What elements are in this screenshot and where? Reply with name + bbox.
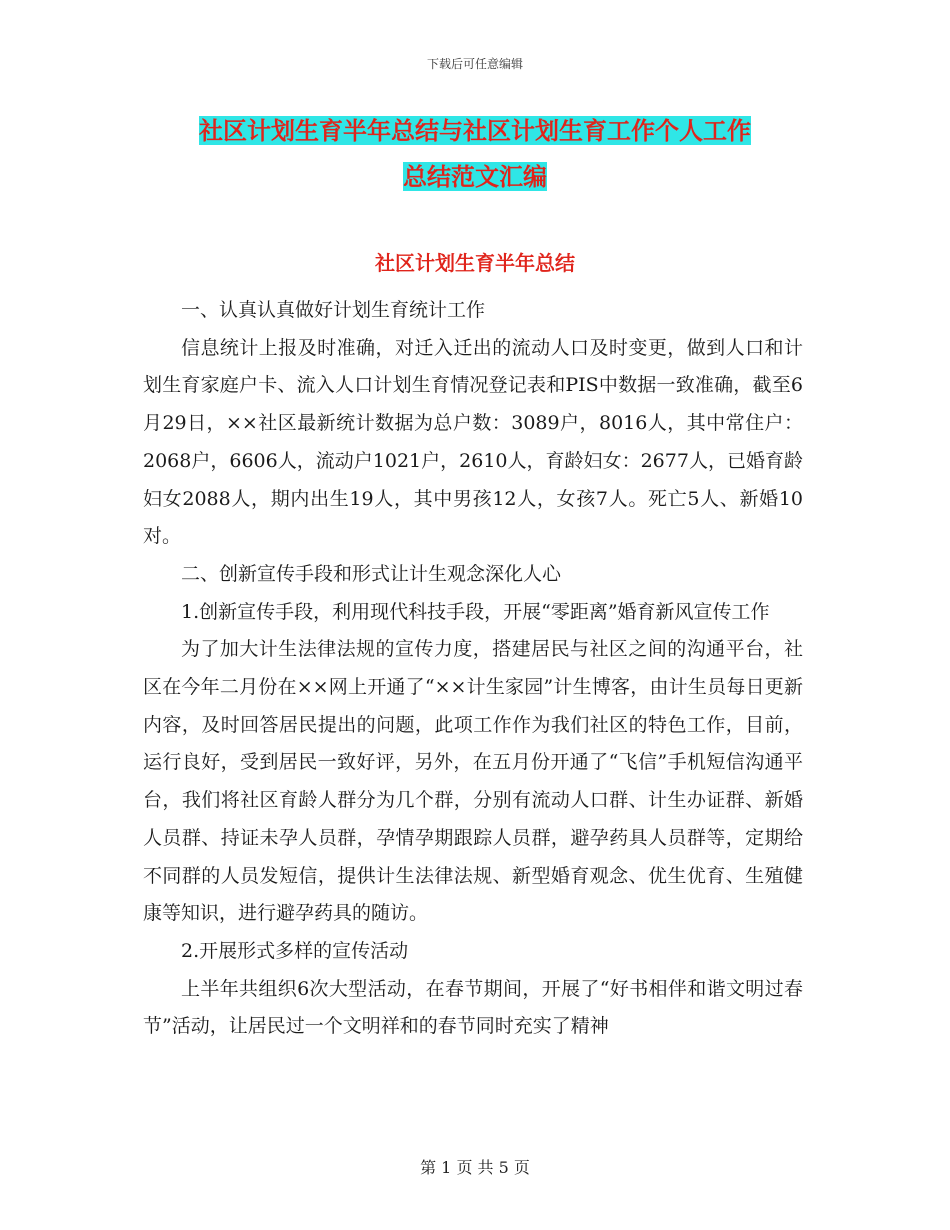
- paragraph-subheading-2: 2.开展形式多样的宣传活动: [181, 939, 409, 962]
- paragraph: 为了加大计生法律法规的宣传力度，搭建居民与社区之间的沟通平台，社区在今年二月份在××网上开通了“××计生家园”计生博客，由计生员每日更新内容，及时回答居民提出的问题，此项工作作为我们社区的特色工作，目前，运行良好，受到居民一致好评，另外，在五月份开通了“飞信”手机短信沟通平台，我们将社区育龄人群分为几个群，分别有流动人口群、计生办证群、新婚人员群、持证未孕人员群，孕情孕期跟踪人员群，避孕药具人员群等，定期给不同群的人员发短信，提供计生法律法规、新型婚育观念、优生优育、生殖健康等知识，进行避孕药具的随访。: [143, 638, 803, 925]
- document-title-line-2: 总结范文汇编: [403, 162, 547, 191]
- paragraph: 上半年共组织6次大型活动，在春节期间，开展了“好书相伴和谐文明过春节”活动，让居民过一个文明祥和的春节同时充实了精神: [143, 977, 803, 1038]
- paragraph: 信息统计上报及时准确，对迁入迁出的流动人口及时变更，做到人口和计划生育家庭户卡、流入人口计划生育情况登记表和PIS中数据一致准确，截至6月29日，××社区最新统计数据为总户数：3089户，8016人，其中常住户：2068户，6606人，流动户1021户，2610人，育龄妇女：2677人，已婚育龄妇女2088人，期内出生19人，其中男孩12人，女孩7人。死亡5人、新婚10对。: [143, 336, 803, 548]
- page-header-note: 下载后可任意编辑: [426, 57, 523, 71]
- paragraph-heading-2: 二、创新宣传手段和形式让计生观念深化人心: [181, 562, 562, 585]
- section-title: 社区计划生育半年总结: [375, 251, 575, 275]
- paragraph-subheading-1: 1.创新宣传手段，利用现代科技手段，开展“零距离”婚育新风宣传工作: [181, 600, 770, 623]
- paragraph-heading-1: 一、认真认真做好计划生育统计工作: [181, 299, 486, 321]
- page-number-footer: 第 1 页 共 5 页: [420, 1158, 530, 1177]
- document-title: [142, 108, 808, 200]
- document-title-line-1: 社区计划生育半年总结与社区计划生育工作个人工作: [199, 116, 751, 145]
- document-body: [143, 292, 803, 1046]
